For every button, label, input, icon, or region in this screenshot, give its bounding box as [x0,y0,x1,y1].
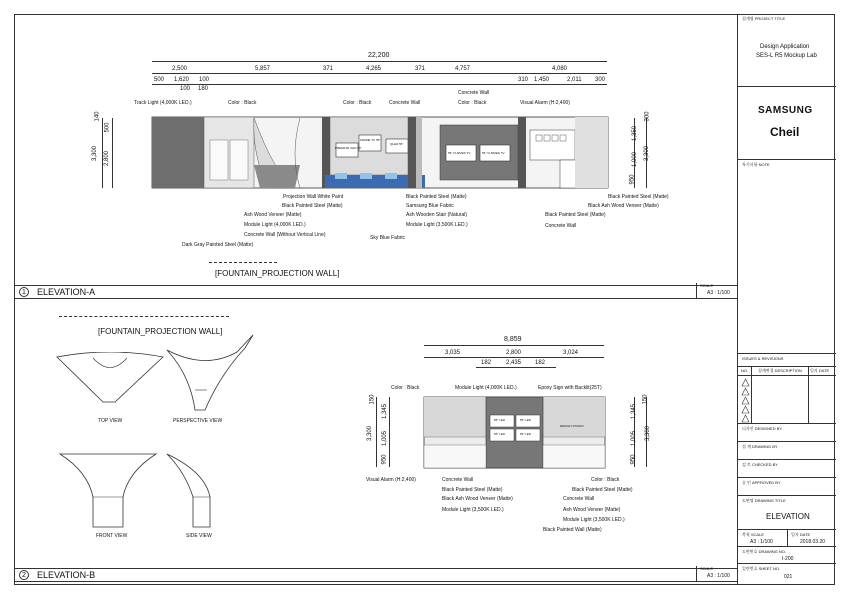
elevation-b-wall [422,395,607,470]
callout: Black Painted Steel (Matte) [545,212,606,218]
label: 도면번호 DRAWING NO. [742,549,786,554]
brand-cell [738,87,836,160]
callout: Concrete Wall [545,223,577,229]
dim: 2,011 [567,77,582,83]
scale-box [696,283,737,299]
callout: Track Light (4,000K LED.) [134,100,192,106]
label: 승 인 APPROVED BY [742,480,781,485]
callout: Black Painted Wall (Matte) [543,527,602,533]
callout: Concrete Wall (Without Vertical Line) [244,232,326,238]
dim: 2,800 [506,350,522,356]
callout: Ash Wood Veneer (Matte) [244,212,302,218]
fountain-label: [FOUNTAIN_PROJECTION WALL] [215,269,340,278]
dim: 300 [644,111,651,122]
title-block [737,14,836,585]
callout: Color : Black [591,477,620,483]
callout: Module Light (4,000K LED.) [455,385,517,391]
label: 특기사항 NOTE [742,162,770,167]
dim: 100 [199,77,210,83]
screen-label: FRAME TV 55" [360,138,381,142]
dim: 2,800 [104,150,111,167]
callout: Black Painted Steel (Matte) [608,194,669,200]
dim: 3,300 [645,425,652,442]
callout: Module Light (4,000K LED.) [244,222,306,228]
dim: 180 [198,86,209,92]
view-number: 2 [19,570,29,580]
notes-cell [738,160,836,354]
drawing-number: I-200 [782,556,794,562]
dim: 3,300 [92,145,99,162]
sheet-no-cell [738,564,836,585]
dim: 300 [595,77,606,83]
dim: 500 [154,77,165,83]
project-name: Design Application [760,44,810,50]
callout: Black Ash Wood Veneer (Matte) [442,496,513,502]
sign-label: DESIGN STUDIO [560,424,584,428]
dim: 4,080 [552,66,568,72]
label: 축척 SCALE [742,532,764,537]
dim: 5,857 [255,66,271,72]
elevation-a-wall [150,115,610,190]
screen-label: 55" LED [520,418,532,422]
dim: 1,450 [534,77,550,83]
callout: Concrete Wall [563,496,595,502]
fountain-label: [FOUNTAIN_PROJECTION WALL] [98,327,223,336]
front-view-drawing [58,452,158,532]
label: 일자 DATE [791,532,811,537]
callout: Dark Gray Painted Steel (Matte) [182,242,254,248]
scale-date-cell [738,530,836,547]
callout: Color : Black [228,100,257,106]
scale-box [696,566,737,582]
callout: Black Ash Wood Veneer (Matte) [588,203,659,209]
dim: 950 [381,454,388,465]
dim: 4,265 [366,66,382,72]
callout: Module Light (3,500K LED.) [563,517,625,523]
callout: Concrete Wall [458,90,490,96]
drawing-by-cell [738,442,836,460]
scale-value: A3 : 1/100 [707,290,730,296]
callout: Color : Black [391,385,420,391]
dim: 150 [369,394,376,405]
callout: Module Light (3,500K LED.) [442,507,504,513]
callout: Samsung Blue Fabric [406,203,454,209]
view-label: TOP VIEW [98,418,123,424]
callout: Ash Wooden Stair (Natural) [406,212,468,218]
dim: 1,345 [382,403,389,420]
revisions-cell [738,354,836,424]
elevation-b-titlebar [15,568,737,582]
screen-label: 55" CURVED TV [482,151,505,155]
dim: 182 [481,360,492,366]
label: 설계명 PROJECT TITLE [742,16,786,21]
dim: 500 [104,122,111,133]
top-view-drawing [55,352,165,412]
callout: Ash Wood Veneer (Matte) [563,507,621,513]
screen-label: QLED 55" [390,142,404,146]
dim: 3,035 [445,350,461,356]
dim: 3,300 [367,425,374,442]
callout: Projection Wall White Paint [283,194,344,200]
side-view-drawing [165,452,220,532]
callout: Visual Alarm (H:2,400) [366,477,416,483]
view-title: ELEVATION-B [37,570,96,580]
dim: 950 [630,454,637,465]
view-number: 1 [19,287,29,297]
label: 디자인 DESIGNED BY [742,426,783,431]
label: 도면명 DRAWING TITLE [742,498,786,503]
project-subtitle: SES-L R5 Mockup Lab [756,53,817,59]
view-label: SIDE VIEW [186,533,212,539]
dim: 371 [323,66,334,72]
dim: 1,620 [174,77,190,83]
dim: 3,300 [644,145,651,162]
approved-cell [738,478,836,496]
screen-label: 55" LED [494,418,506,422]
dim: 1,350 [632,125,639,142]
label: ISSUES & REVISIONS [742,356,784,361]
cheil-logo: Cheil [770,125,800,139]
dim: 3,024 [563,350,579,356]
dim: 2,500 [172,66,188,72]
rev-col: 일자 DATE [810,368,830,373]
elevation-a-titlebar [15,285,737,299]
rev-col: NO. [741,368,749,373]
sheet-number: 021 [784,574,793,580]
rev-col: 설계변경 DESCRIPTION [758,368,802,373]
dim: 2,435 [506,360,522,366]
callout: Concrete Wall [442,477,474,483]
dim: 4,757 [455,66,471,72]
dim: 371 [415,66,426,72]
callout: Module Light (3,500K LED.) [406,222,468,228]
scale-label: SCALE [700,283,714,288]
dim: 140 [94,111,101,122]
samsung-logo: SAMSUNG [758,105,813,116]
dim: 1,345 [631,403,638,420]
callout: Color : Black [458,100,487,106]
perspective-view-drawing [165,330,255,415]
scale-label: SCALE [700,566,714,571]
view-label: PERSPECTIVE VIEW [173,418,223,424]
screen-label: 55" CURVED TV [448,151,471,155]
callout: Black Painted Steel (Matte) [406,194,467,200]
overall-dimension: 22,200 [368,52,390,59]
dim: 310 [518,77,529,83]
screen-label: 55" LED [520,432,532,436]
date-value: 2018.03.20 [800,539,826,545]
screen-label: PREMIUM UHD 65" [335,146,362,150]
callout: Color : Black [343,100,372,106]
project-title-cell [738,14,836,87]
dim: 100 [180,86,191,92]
overall-dimension: 8,859 [504,336,522,343]
drawing-no-cell [738,547,836,564]
scale-value: A3 : 1/100 [707,573,730,579]
callout: Visual Alarm (H:2,400) [520,100,570,106]
revision-triangles [741,378,750,424]
view-label: FRONT VIEW [96,533,128,539]
callout: Concrete Wall [389,100,421,106]
designed-cell [738,424,836,442]
callout: Black Painted Steel (Matte) [442,487,503,493]
drawing-title: ELEVATION [766,512,810,521]
label: 설 계 DRAWING BY [742,444,778,449]
drawing-title-cell [738,496,836,530]
dim: 150 [642,394,649,405]
scale-value: A3 : 1/100 [750,539,773,545]
dim: 1,000 [632,151,639,168]
dim: 1,005 [631,430,638,447]
screen-label: 55" LED [494,432,506,436]
dim: 1,005 [382,430,389,447]
label: 검 토 CHECKED BY [742,462,778,467]
view-title: ELEVATION-A [37,287,96,297]
callout: Sky Blue Fabric [370,235,406,241]
dim: 950 [629,174,636,185]
callout: Black Painted Steel (Matte) [572,487,633,493]
dim: 182 [535,360,546,366]
label: 일련번호 SHEET NO. [742,566,781,571]
callout: Epoxy Sign with Backlit(25T) [538,385,602,391]
checked-cell [738,460,836,478]
callout: Black Painted Steel (Matte) [282,203,343,209]
